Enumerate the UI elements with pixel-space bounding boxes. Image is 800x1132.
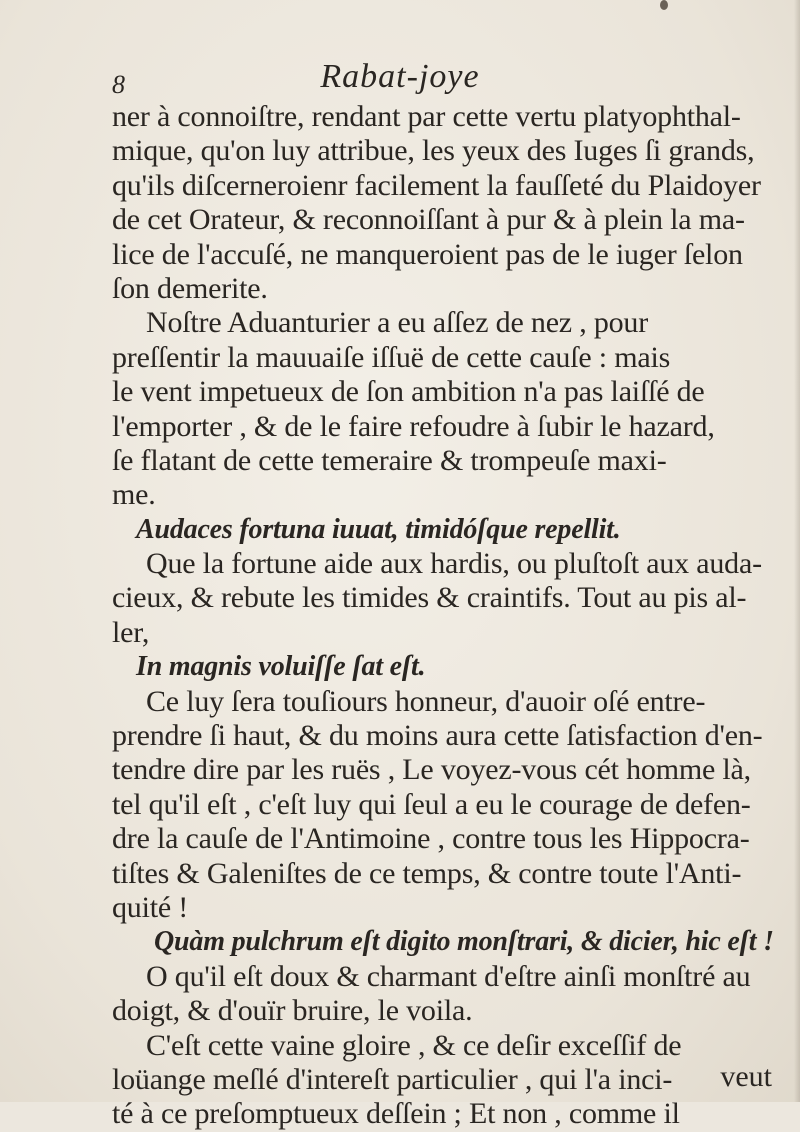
text-line: loüange meſlé d'intereſt particulier , qui l'a inci- — [112, 1062, 673, 1096]
text-line: Que la fortune aide aux hardis, ou pluſtoſt aux auda- — [146, 547, 762, 581]
body-text — [112, 100, 782, 1132]
text-line: C'eſt cette vaine gloire , & ce deſir exceſſif de — [146, 1028, 682, 1062]
text-line: quité ! — [112, 890, 189, 924]
text-line: cieux, & rebute les timides & craintifs. Tout au pis al- — [112, 581, 747, 615]
page-number: 8 — [112, 70, 125, 99]
latin-quote: In magnis voluiſſe ſat eſt. — [136, 651, 426, 683]
text-line: le vent impetueux de ſon ambition n'a pas laiſſé de — [112, 375, 705, 409]
text-line: dre la cauſe de l'Antimoine , contre tous les Hippocra- — [112, 822, 750, 856]
text-line: lice de l'accuſé, ne manqueroient pas de le iuger ſelon — [112, 237, 743, 271]
text-line: ler, — [112, 615, 150, 649]
text-line: Noſtre Aduanturier a eu aſſez de nez , pour — [146, 306, 649, 340]
text-line: ſon demerite. — [112, 271, 268, 305]
latin-quote: Quàm pulchrum eſt digito monſtrari, & dicier, hic eſt ! — [154, 926, 774, 958]
text-line: tel qu'il eſt , c'eſt luy qui ſeul a eu le courage de defen- — [112, 787, 751, 821]
running-head: Rabat-joye — [320, 58, 480, 95]
text-line: doigt, & d'ouïr bruire, le voila. — [112, 994, 473, 1028]
text-line: ner à connoiſtre, rendant par cette vertu platyophthal- — [112, 100, 741, 133]
text-line: tendre dire par les ruës , Le voyez-vous cét homme là, — [112, 753, 751, 787]
catchword: veut — [720, 1060, 772, 1093]
latin-quote: Audaces fortuna iuuat, timidóſque repellit. — [136, 513, 621, 545]
text-line: de cet Orateur, & reconnoiſſant à pur & à plein la ma- — [112, 203, 745, 237]
text-line: preſſentir la mauuaiſe iſſuë de cette cauſe : mais — [112, 340, 671, 374]
page-header — [0, 58, 800, 98]
text-line: l'emporter , & de le faire refoudre à ſubir le hazard, — [112, 409, 715, 443]
text-line: prendre ſi haut, & du moins aura cette ſatisfaction d'en- — [112, 719, 763, 753]
text-line: ſe flatant de cette temeraire & trompeuſe maxi- — [112, 443, 667, 477]
text-line: qu'ils diſcerneroienr facilement la fauſſeté du Plaidoyer — [112, 168, 761, 202]
text-line: Ce luy ſera touſiours honneur, d'auoir oſé entre- — [146, 684, 706, 718]
text-line: me. — [112, 478, 156, 512]
text-line: té à ce preſomptueux deſſein ; Et non , comme il — [112, 1097, 680, 1131]
text-line: tiſtes & Galeniſtes de ce temps, & contre toute l'Anti- — [112, 856, 742, 890]
text-line: mique, qu'on luy attribue, les yeux des Iuges ſi grands, — [112, 134, 755, 168]
ink-spot — [660, 0, 668, 10]
text-line: O qu'il eſt doux & charmant d'eſtre ainſi monſtré au — [146, 959, 751, 993]
